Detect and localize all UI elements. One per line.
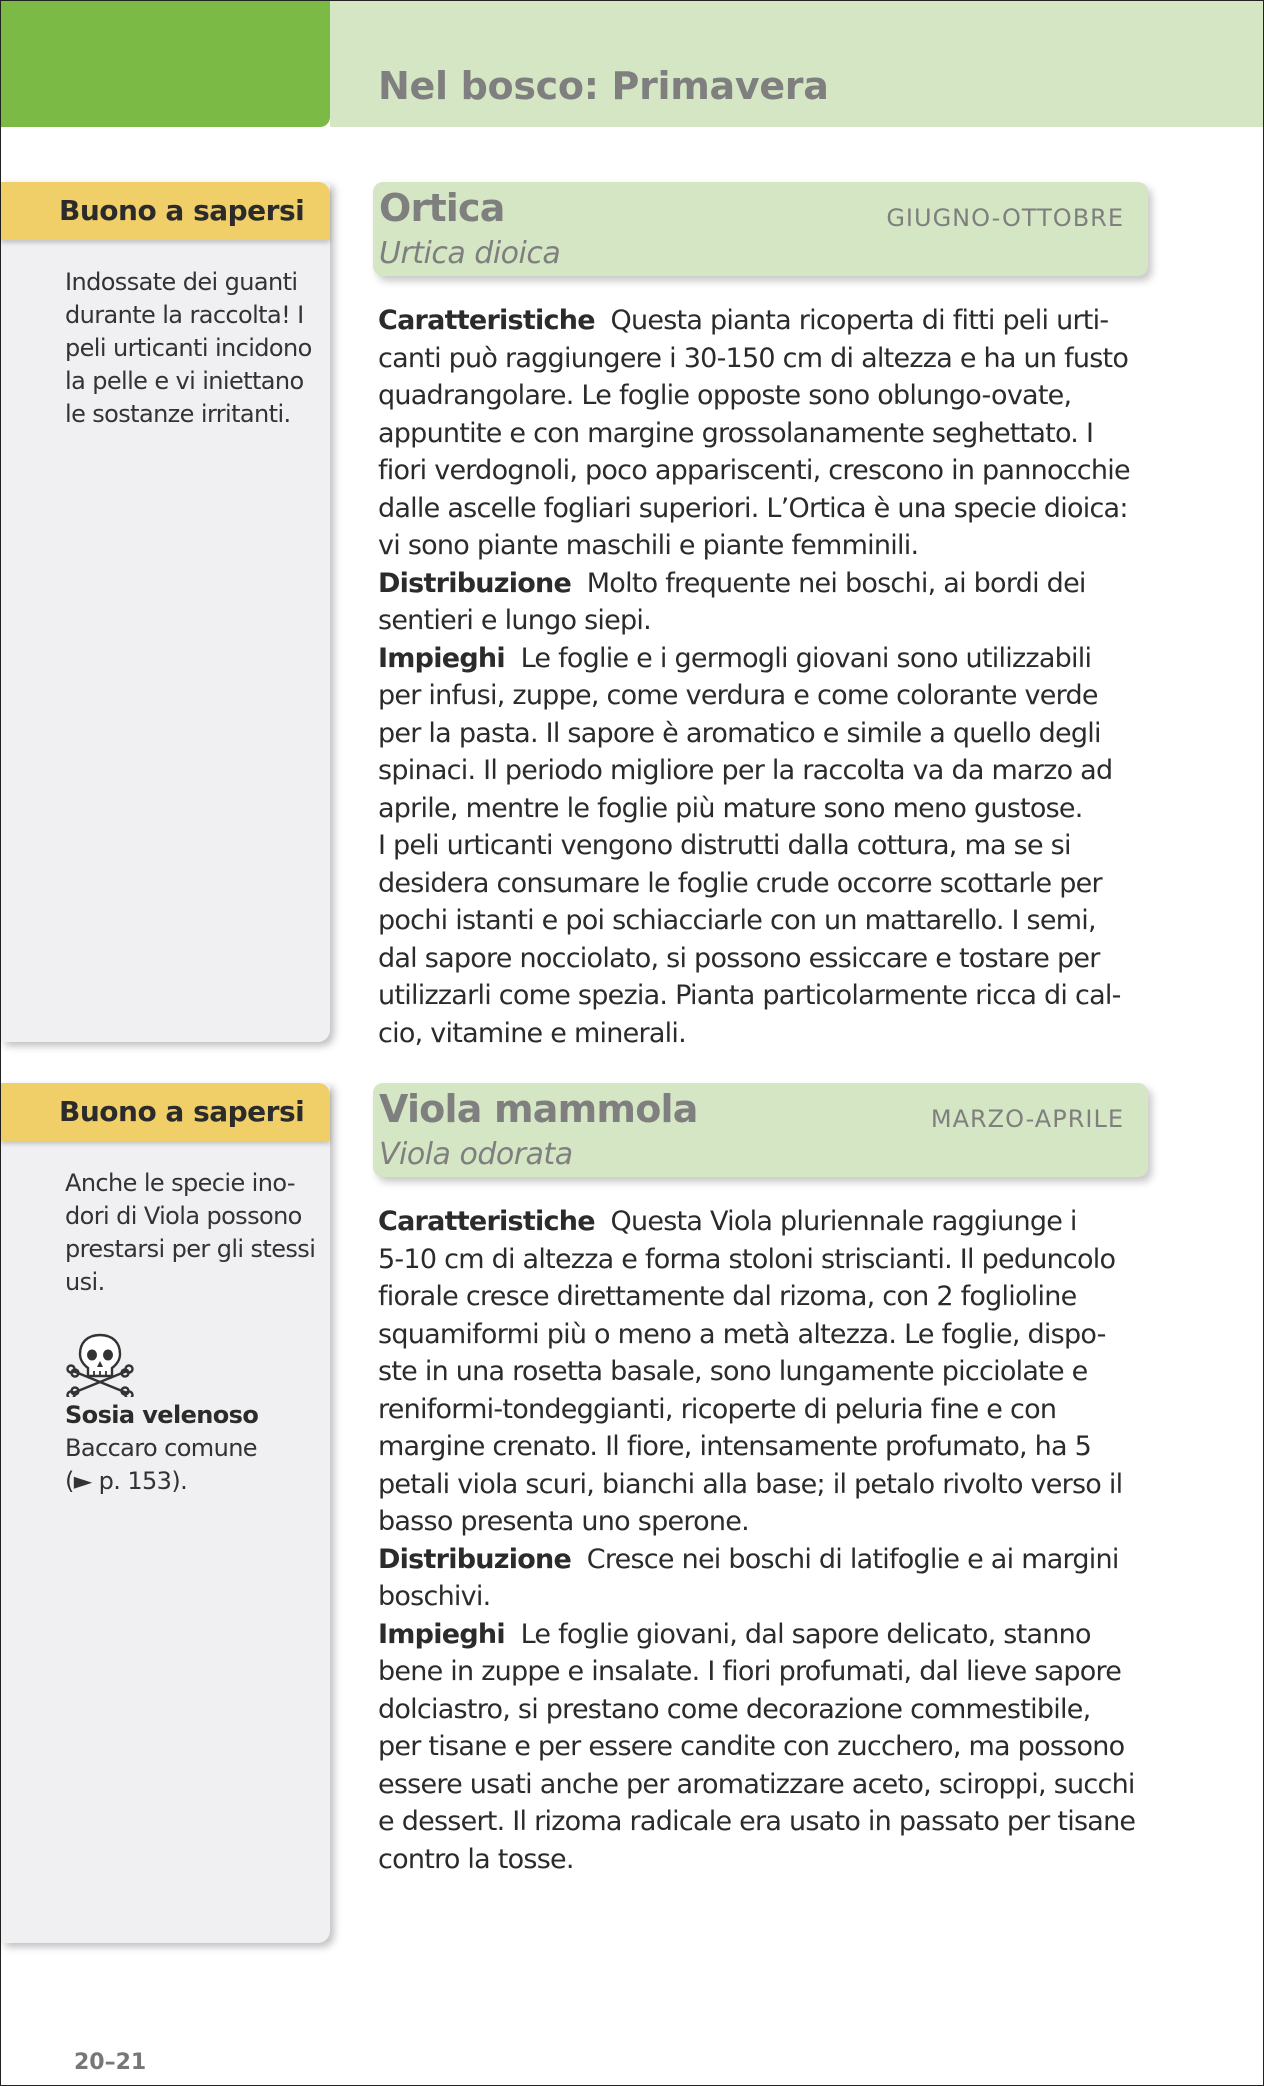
text-line: reniformi-tondeggianti, ricoperte di peluria fine e con — [378, 1393, 1057, 1425]
text-line: desidera consumare le foglie crude occorre scottarle per — [378, 867, 1102, 899]
text-line: boschivi. — [378, 1581, 491, 1612]
section-label-caratteristiche: Caratteristiche — [378, 305, 595, 336]
text-line: fiori verdognoli, poco appariscenti, crescono in pannocchie — [378, 455, 1130, 486]
text-line: vi sono piante maschili e piante femminili. — [378, 530, 919, 561]
sidebar-line: prestarsi per gli stessi — [65, 1235, 316, 1263]
text-line: sentieri e lungo siepi. — [378, 605, 651, 636]
sidebar-line: peli urticanti incidono — [65, 334, 312, 362]
sidebar-line: Indossate dei guanti — [65, 268, 298, 296]
text-line: pochi istanti e poi schiacciarle con un mattarello. I semi, — [378, 905, 1096, 936]
text-line: per tisane e per essere candite con zucchero, ma possono — [378, 1731, 1125, 1762]
sidebar-line: la pelle e vi iniettano — [65, 367, 304, 395]
text-line: contro la tosse. — [378, 1843, 574, 1875]
text-line: fiorale cresce direttamente dal rizoma, con 2 foglioline — [378, 1281, 1077, 1312]
text-line: margine crenato. Il fiore, intensamente profumato, ha 5 — [378, 1431, 1092, 1462]
text-line: Le foglie e i germogli giovani sono utilizzabili — [520, 642, 1092, 674]
text-line: aprile, mentre le foglie più mature sono meno gustose. — [378, 792, 1083, 824]
text-line: per la pasta. Il sapore è aromatico e simile a quello degli — [378, 717, 1101, 749]
lookalike-line: (► p. 153). — [65, 1467, 188, 1495]
plant-latin-name: Urtica dioica — [379, 236, 561, 271]
sidebar-line: durante la raccolta! I — [65, 301, 304, 329]
text-line: petali viola scuri, bianchi alla base; il petalo rivolto verso il — [378, 1468, 1123, 1500]
text-line: dal sapore nocciolato, si possono essiccare e tostare per — [378, 942, 1100, 974]
sidebar-tip-text — [65, 266, 320, 431]
text-line: bene in zuppe e insalate. I fiori profumati, dal lieve sapore — [378, 1656, 1122, 1687]
text-line: cio, vitamine e minerali. — [378, 1017, 686, 1049]
sidebar-tip-viola — [1, 1083, 330, 1943]
plant-description-ortica — [378, 302, 1158, 1052]
sidebar-heading-bar — [1, 182, 330, 240]
text-line: squamiformi più o meno a metà altezza. Le foglie, dispo- — [378, 1318, 1106, 1350]
sidebar-tip-ortica — [1, 182, 330, 1042]
text-line: I peli urticanti vengono distrutti dalla cottura, ma se si — [378, 830, 1071, 861]
plant-name: Ortica — [379, 186, 505, 230]
text-line: 5-10 cm di altezza e forma stoloni striscianti. Il peduncolo — [378, 1243, 1116, 1275]
text-line: utilizzarli come spezia. Pianta particolarmente ricca di cal- — [378, 980, 1121, 1011]
text-line: basso presenta uno sperone. — [378, 1506, 749, 1537]
text-line: Questa pianta ricoperta di fitti peli urti- — [610, 305, 1109, 336]
text-line: spinaci. Il periodo migliore per la raccolta va da marzo ad — [378, 755, 1113, 786]
text-line: ste in una rosetta basale, sono lungamente picciolate e — [378, 1356, 1088, 1387]
sidebar-heading: Buono a sapersi — [59, 194, 305, 227]
text-line: canti può raggiungere i 30-150 cm di altezza e ha un fusto — [378, 342, 1129, 374]
sidebar-tip-text — [65, 1167, 320, 1299]
header-accent-block — [1, 1, 330, 127]
section-label-impieghi: Impieghi — [378, 642, 505, 674]
text-line: dolciastro, si prestano come decorazione commestibile, — [378, 1693, 1091, 1725]
sidebar-line: usi. — [65, 1268, 105, 1296]
section-label-distribuzione: Distribuzione — [378, 567, 572, 599]
sidebar-line: le sostanze irritanti. — [65, 400, 291, 428]
plant-name: Viola mammola — [379, 1087, 698, 1131]
plant-latin-name: Viola odorata — [379, 1137, 573, 1172]
plant-description-viola — [378, 1203, 1158, 1878]
section-label-caratteristiche: Caratteristiche — [378, 1206, 595, 1237]
plant-season: GIUGNO-OTTOBRE — [886, 204, 1124, 232]
section-label-distribuzione: Distribuzione — [378, 1543, 572, 1575]
text-line: Molto frequente nei boschi, ai bordi dei — [586, 567, 1086, 599]
plant-header-ortica — [373, 182, 1148, 276]
text-line: appuntite e con margine grossolanamente seghettato. I — [378, 417, 1094, 449]
plant-header-viola — [373, 1083, 1148, 1177]
sidebar-heading-bar — [1, 1083, 330, 1141]
text-line: quadrangolare. Le foglie opposte sono oblungo-ovate, — [378, 380, 1072, 411]
text-line: dalle ascelle fogliari superiori. L’Ortica è una specie dioica: — [378, 492, 1128, 524]
text-line: e dessert. Il rizoma radicale era usato in passato per tisane — [378, 1806, 1136, 1837]
text-line: per infusi, zuppe, come verdura e come colorante verde — [378, 680, 1098, 711]
page-number: 20–21 — [74, 2050, 147, 2075]
sidebar-line: Anche le specie ino- — [65, 1169, 295, 1197]
text-line: Questa Viola pluriennale raggiunge i — [610, 1206, 1077, 1237]
sidebar-heading: Buono a sapersi — [59, 1095, 305, 1128]
lookalike-title: Sosia velenoso — [65, 1401, 259, 1429]
skull-crossbones-icon — [65, 1331, 135, 1397]
lookalike-text — [65, 1432, 257, 1498]
page-title: Nel bosco: Primavera — [378, 64, 829, 108]
text-line: Cresce nei boschi di latifoglie e ai margini — [586, 1543, 1119, 1575]
sidebar-line: dori di Viola possono — [65, 1202, 302, 1230]
plant-season: MARZO-APRILE — [930, 1105, 1124, 1133]
text-line: Le foglie giovani, dal sapore delicato, stanno — [520, 1618, 1091, 1650]
text-line: essere usati anche per aromatizzare aceto, sciroppi, succhi — [378, 1768, 1135, 1800]
section-label-impieghi: Impieghi — [378, 1618, 505, 1650]
lookalike-line: Baccaro comune — [65, 1434, 257, 1462]
